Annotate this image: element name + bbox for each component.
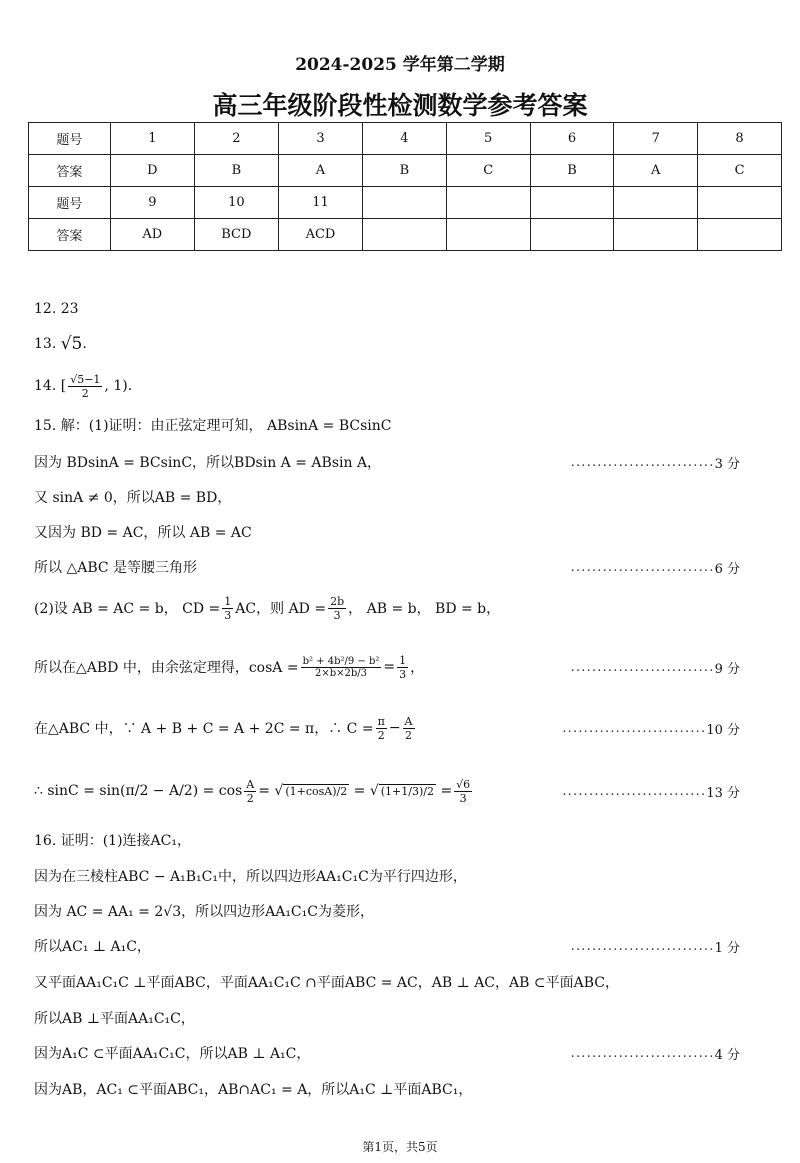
table-cell: B [363,155,447,187]
table-cell: 1 [110,123,194,155]
sqrt-radicand: (1+1/3)/2 [380,785,434,798]
table-cell: 2 [194,123,278,155]
score: 9 分 [714,661,740,677]
table-cell [698,187,782,219]
table-cell: 8 [698,123,782,155]
q16-line-5: 又平面AA₁C₁C ⊥平面ABC，平面AA₁C₁C ∩平面ABC = AC，AB ⊥ AC，AB ⊂平面ABC， [34,975,619,991]
text: ∴ sinC = sin(π/2 − A/2) = cos [34,783,243,799]
numerator: √5−1 [70,372,101,386]
text: = [353,783,366,799]
text: 在△ABC 中，∵ A + B + C = A + 2C = π，∴ C = [34,721,374,737]
fraction [68,373,102,400]
score-13 [562,776,740,806]
document-title: 高三年级阶段性检测数学参考答案 [212,91,588,120]
table-cell: 5 [446,123,530,155]
q16-line-8: 因为AB，AC₁ ⊂平面ABC₁，AB∩AC₁ = A，所以A₁C ⊥平面ABC₁， [34,1082,473,1098]
q16-line-4: 所以AC₁ ⊥ A₁C， [34,939,151,955]
leader-dots: ........................... [570,938,715,954]
table-row [29,123,782,155]
sqrt-radicand: (1+cosA)/2 [285,785,348,798]
q16-line-2: 因为在三棱柱ABC − A₁B₁C₁中，所以四边形AA₁C₁C为平行四边形， [34,869,467,885]
q16-line-6: 所以AB ⊥平面AA₁C₁C， [34,1011,195,1027]
table-cell: 4 [363,123,447,155]
table-cell [530,219,614,251]
table-cell [530,187,614,219]
denominator: 3 [399,667,407,681]
table-cell: 9 [110,187,194,219]
denominator: 2 [405,728,413,742]
fraction [328,595,346,622]
q15-line-5: 所以 △ABC 是等腰三角形 [34,560,198,576]
answer-13: 13. √5 . [34,334,87,354]
q15-line-1: 15. 解：(1)证明：由正弦定理可知， ABsinA = BCsinC [34,418,392,434]
q16-line-1: 16. 证明：(1)连接AC₁， [34,833,191,849]
denominator: 2 [246,791,254,805]
label: 14. [ [34,378,67,394]
score-10 [562,713,740,743]
table-cell [614,187,698,219]
value: √5 [60,334,83,354]
numerator: b² + 4b²/9 − b² [302,655,380,667]
fraction [454,778,472,805]
table-cell: BCD [194,219,278,251]
table-cell [446,219,530,251]
table-cell [698,219,782,251]
score: 10 分 [706,722,740,738]
table-cell: 11 [278,187,362,219]
numerator: π [377,714,385,728]
table-row [29,187,782,219]
numerator: 1 [399,653,407,667]
leader-dots: ........................... [562,720,707,736]
table-cell: 7 [614,123,698,155]
fraction [403,715,415,742]
score-4 [571,1038,740,1068]
denominator: 3 [459,791,467,805]
leader-dots: ........................... [570,1045,715,1061]
table-row [29,155,782,187]
score: 13 分 [706,785,740,801]
leader-dots: ........................... [562,783,707,799]
table-cell [446,187,530,219]
text: (2)设 AB = AC = b， CD = [34,601,221,617]
table-cell [363,187,447,219]
tail: , 1). [104,378,133,394]
score: 1 分 [714,940,740,956]
text: 所以在△ABD 中，由余弦定理得，cosA = [34,660,299,676]
numerator: 1 [224,594,232,608]
fraction [244,778,256,805]
answer-table [28,122,782,251]
leader-dots: ........................... [570,454,715,470]
row-header: 题号 [29,123,111,155]
score-6 [571,552,740,582]
score-1 [571,931,740,961]
text: ， AB = b， BD = b， [348,601,501,617]
table-row [29,219,782,251]
row-header: 答案 [29,219,111,251]
document-subtitle: 2024-2025 学年第二学期 [295,55,505,75]
numerator: A [404,714,413,728]
table-cell: 10 [194,187,278,219]
fraction [301,656,382,679]
text: = [440,783,453,799]
label: 13. [34,336,57,352]
denominator: 2 [377,728,385,742]
text: = [383,659,396,675]
leader-dots: ........................... [570,559,715,575]
table-cell: C [446,155,530,187]
q16-line-3: 因为 AC = AA₁ = 2√3，所以四边形AA₁C₁C为菱形， [34,904,374,920]
numerator: √6 [456,777,471,791]
table-cell: B [530,155,614,187]
answer-12: 12. 23 [34,301,79,317]
q15-line-7 [34,652,424,682]
text: AC，则 AD = [235,601,327,617]
fraction [397,654,408,681]
fraction [376,715,387,742]
q15-line-6 [34,593,500,623]
q15-line-2: 因为 BDsinA = BCsinC，所以BDsin A = ABsin A， [34,455,382,471]
score-9 [571,652,740,682]
denominator: 3 [224,608,232,622]
table-cell: AD [110,219,194,251]
denominator: 2×b×2b/3 [314,667,367,679]
q15-line-4: 又因为 BD = AC，所以 AB = AC [34,525,252,541]
table-cell [363,219,447,251]
q16-line-7: 因为A₁C ⊂平面AA₁C₁C，所以AB ⊥ A₁C， [34,1046,311,1062]
numerator: 2b [330,594,345,608]
table-cell: C [698,155,782,187]
text: = [258,783,270,799]
score: 4 分 [714,1047,740,1063]
table-cell: B [194,155,278,187]
numerator: A [246,777,255,791]
q15-line-8 [34,713,417,743]
text: ， [410,660,425,676]
table-cell: A [614,155,698,187]
score: 6 分 [714,561,740,577]
table-cell: 6 [530,123,614,155]
fraction [222,595,233,622]
q15-line-3: 又 sinA ≠ 0，所以AB = BD， [34,490,232,506]
leader-dots: ........................... [570,659,715,675]
row-header: 题号 [29,187,111,219]
q15-line-9: ∴ sinC = sin(π/2 − A/2) = cos $\frac{A}{2}$ = √ (1+cosA)/2 = √ (1+1/3)/2 = $\frac{√6}{3}$ [34,777,471,805]
table-cell: 3 [278,123,362,155]
score: 3 分 [714,456,740,472]
answer-14 [34,371,132,401]
score-3 [571,447,740,477]
table-cell: D [110,155,194,187]
row-header: 答案 [29,155,111,187]
table-cell: A [278,155,362,187]
table-cell [614,219,698,251]
table-cell: ACD [278,219,362,251]
text: − [388,720,401,736]
page-footer: 第1页，共5页 [362,1140,438,1154]
denominator: 2 [81,386,89,400]
denominator: 3 [333,608,341,622]
